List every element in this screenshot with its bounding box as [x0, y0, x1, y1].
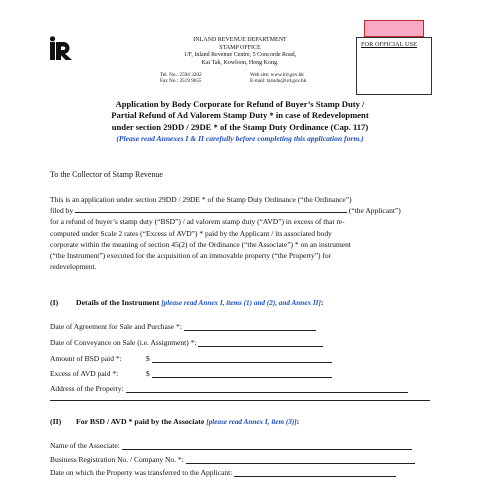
department-address	[160, 37, 320, 67]
section-1-number: (I)	[50, 298, 59, 307]
associate-name-field[interactable]	[122, 443, 412, 450]
official-use-box	[356, 37, 432, 95]
associate-name-row	[50, 441, 412, 450]
avd-excess-row	[50, 369, 332, 378]
addressee: To the Collector of Stamp Revenue	[50, 170, 163, 179]
fax-number: Fax No.: 2519 9655	[160, 78, 202, 85]
dept-office: STAMP OFFICE	[219, 44, 261, 51]
contact-info	[160, 72, 345, 85]
intro-line: computed under Scale 2 rates (“Excess of AVD”) * paid by the Applicant / its associated body	[50, 228, 332, 238]
br-number-row	[50, 455, 415, 464]
agreement-date-label: Date of Agreement for Sale and Purchase *:	[50, 322, 182, 331]
title-note: (Please read Annexes I & II carefully before completing this application form.)	[116, 134, 364, 144]
official-use-label: FOR OFFICIAL USE	[361, 41, 418, 48]
section-2-heading	[50, 417, 299, 426]
br-number-field[interactable]	[186, 457, 415, 464]
section-1-hint: [please read Annex I, items (1) and (2), and Annex II]	[161, 299, 321, 307]
title-line-2: Partial Refund of Ad Valorem Stamp Duty * in case of Redevelopment	[111, 110, 369, 121]
web-site: Web site: www.ird.gov.hk	[250, 72, 304, 78]
bsd-amount-field[interactable]	[152, 356, 332, 363]
bsd-currency: $	[146, 354, 150, 363]
transfer-date-row	[50, 468, 396, 477]
conveyance-date-label: Date of Conveyance on Sale (i.e. Assignment) *:	[50, 338, 197, 347]
section-2-colon: :	[296, 417, 300, 426]
property-address-label: Address of the Property:	[50, 384, 124, 393]
avd-excess-field[interactable]	[152, 371, 332, 378]
property-address-field[interactable]	[126, 386, 408, 393]
transfer-date-label: Date on which the Property was transferred to the Applicant:	[50, 468, 233, 477]
email-address: E-mail: taxsdo@ird.gov.hk	[250, 78, 307, 85]
conveyance-date-row	[50, 338, 323, 347]
dept-name: INLAND REVENUE DEPARTMENT	[193, 37, 287, 43]
applicant-name-field[interactable]	[75, 205, 347, 213]
section-2-hint: [please read Annex I, item (3)]	[206, 418, 297, 426]
section-2-number: (II)	[50, 417, 62, 426]
conveyance-date-field[interactable]	[198, 340, 323, 347]
form-stamp-box	[364, 20, 424, 37]
section-1-title: Details of the Instrument	[75, 298, 160, 307]
section-1-heading	[50, 298, 323, 307]
dept-city: Kai Tak, Kowloon, Hong Kong.	[201, 59, 279, 66]
agreement-date-row	[50, 322, 316, 331]
intro-line: redevelopment.	[50, 262, 97, 272]
title-line-1: Application by Body Corporate for Refund of Buyer’s Stamp Duty /	[115, 99, 365, 109]
dept-street: 1/F, Inland Revenue Centre, 5 Concorde Road,	[183, 52, 297, 59]
form-title	[40, 99, 440, 145]
intro-line: (“the Instrument”) executed for the acquisition of an immovable property (“the Property”) for	[50, 251, 332, 261]
avd-excess-label: Excess of AVD paid *:	[50, 369, 119, 378]
intro-line: This is an application under section 29DD / 29DE * of the Stamp Duty Ordinance (“the Ordinance”)	[50, 195, 352, 204]
filed-by-label: filed by	[50, 206, 74, 216]
applicant-label: (“the Applicant”)	[348, 206, 401, 216]
intro-line-filed-by	[50, 205, 434, 216]
intro-line: for a refund of buyer’s stamp duty (“BSD”) / ad valorem stamp duty (“AVD”) in excess of that re-	[50, 217, 345, 227]
bsd-amount-label: Amount of BSD paid *:	[50, 354, 122, 363]
property-address-row	[50, 384, 408, 393]
ird-logo-icon	[48, 36, 74, 62]
section-1-colon: :	[320, 298, 324, 307]
bsd-amount-row	[50, 354, 332, 363]
transfer-date-field[interactable]	[234, 470, 396, 477]
avd-currency: $	[146, 369, 150, 378]
title-line-3: under section 29DD / 29DE * of the Stamp Duty Ordinance (Cap. 117)	[111, 121, 369, 132]
tel-number: Tel. No.: 2594 3202	[160, 72, 202, 78]
intro-line: corporate within the meaning of section 45(2) of the Ordinance (“the Associate”) * on an instrument	[50, 239, 351, 249]
associate-name-label: Name of the Associate:	[50, 441, 120, 450]
property-address-field-line-2[interactable]	[50, 400, 430, 401]
agreement-date-field[interactable]	[184, 324, 316, 331]
section-2-title: For BSD / AVD * paid by the Associate	[75, 417, 205, 426]
br-number-label: Business Registration No. / Company No. *:	[50, 455, 184, 464]
intro-paragraph	[50, 194, 434, 272]
